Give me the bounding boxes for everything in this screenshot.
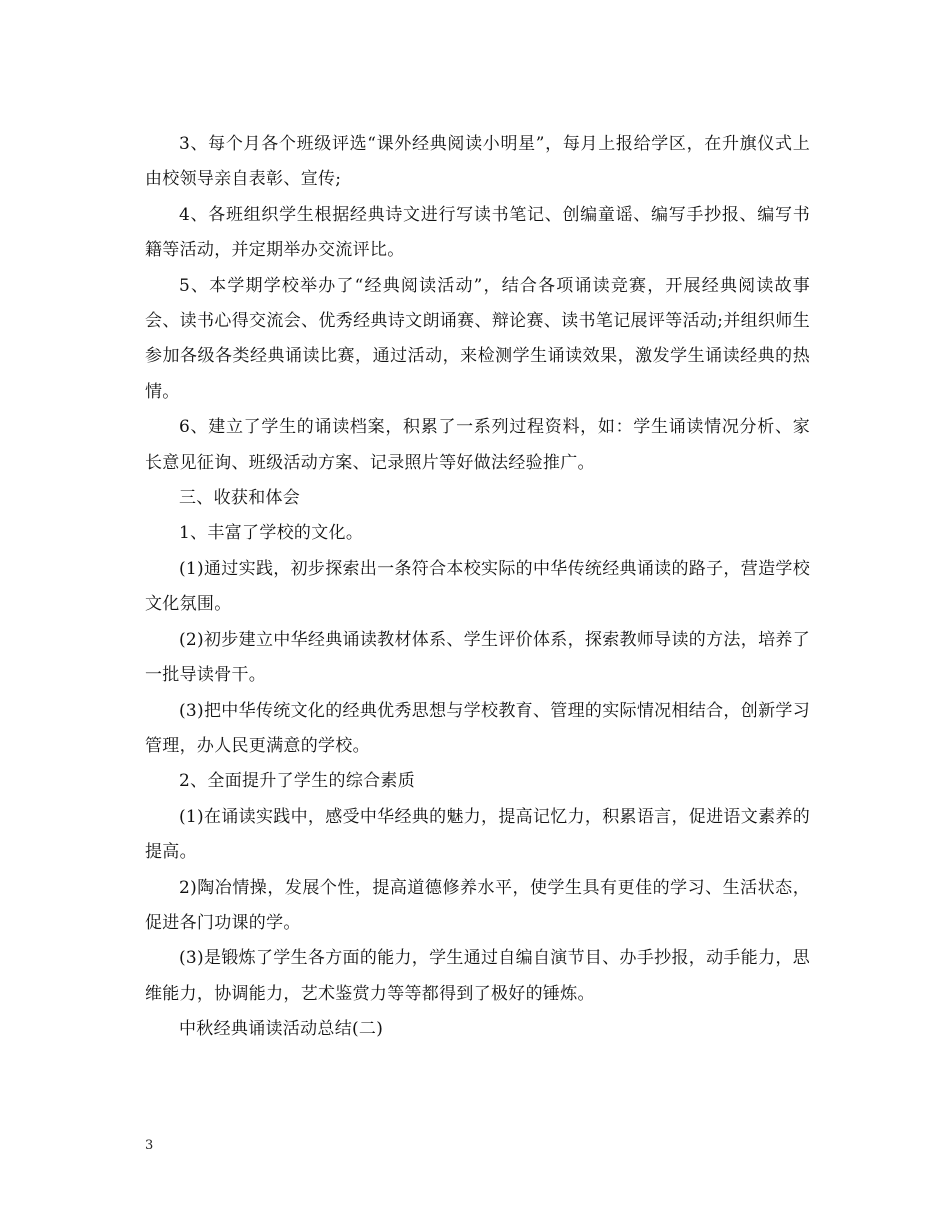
paragraph-3: 5、本学期学校举办了“经典阅读活动”，结合各项诵读竞赛，开展经典阅读故事会、读书心得交流会、优秀经典诗文朗诵赛、辩论赛、读书笔记展评等活动;并组织师生参加各级各类经典诵读比赛，通过活动，来检测学生诵读效果，激发学生诵读经典的热情。 xyxy=(145,275,810,402)
paragraph-10: (3)是锻炼了学生各方面的能力，学生通过自编自演节目、办手抄报，动手能力，思维能力，协调能力，艺术鉴赏力等等都得到了极好的锤炼。 xyxy=(145,948,810,1004)
paragraph-2: 4、各班组织学生根据经典诗文进行写读书笔记、创编童谣、编写手抄报、编写书籍等活动，并定期举办交流评比。 xyxy=(145,204,810,261)
document-body xyxy=(145,127,810,1048)
paragraph-9: 2)陶冶情操，发展个性，提高道德修养水平，使学生具有更佳的学习、生活状态，促进各门功课的学。 xyxy=(145,877,810,933)
subheading-2: 2、全面提升了学生的综合素质 xyxy=(179,771,416,792)
paragraph-6: (2)初步建立中华经典诵读教材体系、学生评价体系，探索教师导读的方法，培养了一批导读骨干。 xyxy=(145,629,810,686)
next-title: 中秋经典诵读活动总结(二) xyxy=(179,1019,384,1040)
paragraph-8: (1)在诵读实践中，感受中华经典的魅力，提高记忆力，积累语言，促进语文素养的提高。 xyxy=(145,806,810,863)
paragraph-7: (3)把中华传统文化的经典优秀思想与学校教育、管理的实际情况相结合，创新学习管理，办人民更满意的学校。 xyxy=(145,700,810,756)
paragraph-5: (1)通过实践，初步探索出一条符合本校实际的中华传统经典诵读的路子，营造学校文化氛围。 xyxy=(145,558,810,615)
paragraph-4: 6、建立了学生的诵读档案，积累了一系列过程资料，如：学生诵读情况分析、家长意见征询、班级活动方案、记录照片等好做法经验推广。 xyxy=(145,417,810,473)
section-heading: 三、收获和体会 xyxy=(179,488,301,509)
subheading-1: 1、丰富了学校的文化。 xyxy=(179,523,364,544)
page-number: 3 xyxy=(145,1138,154,1153)
paragraph-1: 3、每个月各个班级评选“课外经典阅读小明星”，每月上报给学区，在升旗仪式上由校领导亲自表彰、宣传; xyxy=(145,134,810,190)
